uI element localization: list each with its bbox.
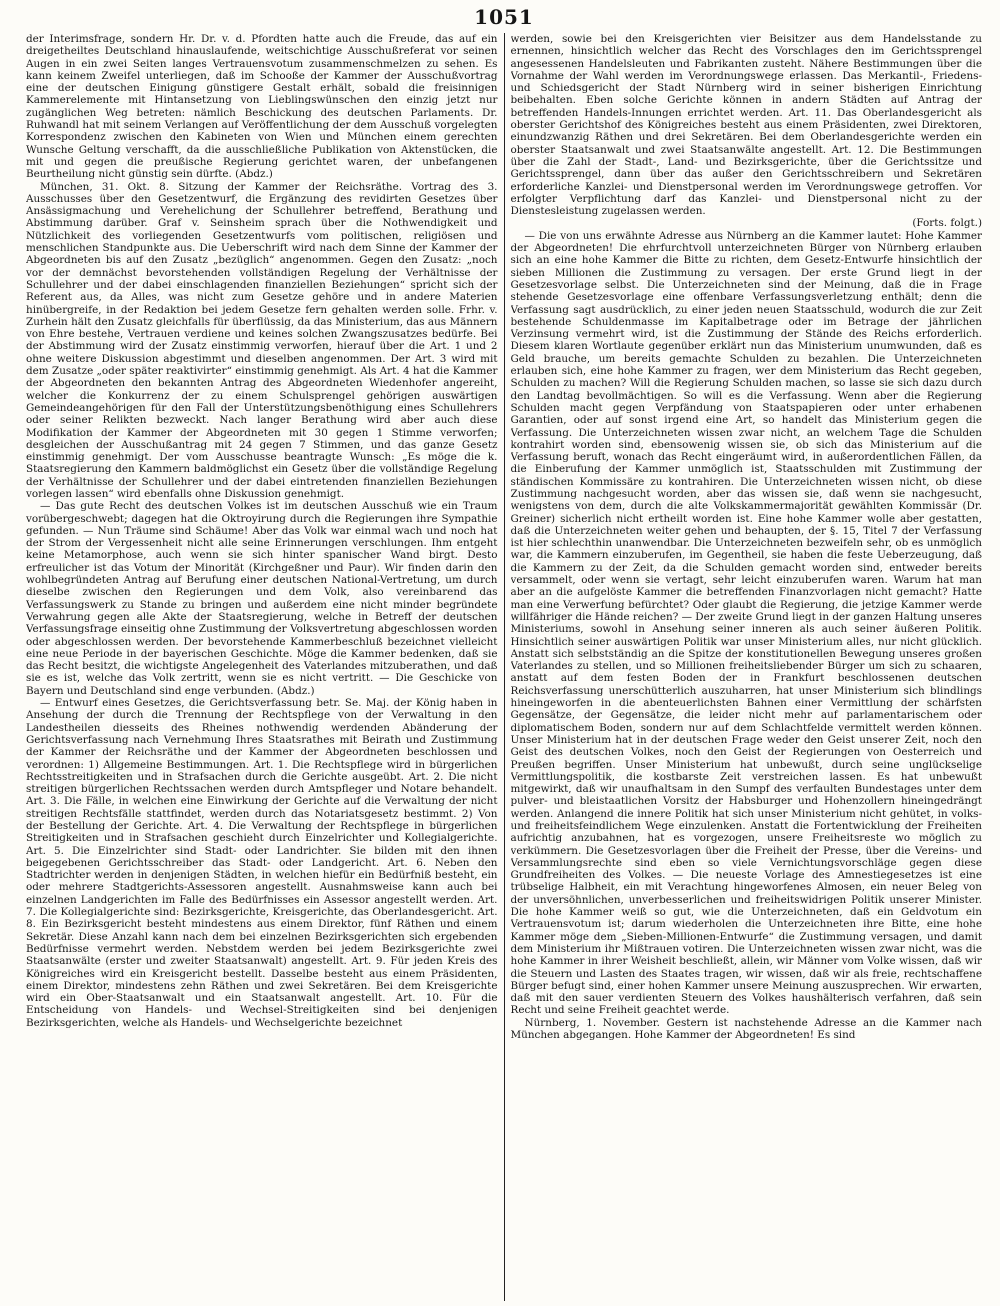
- text-columns: [26, 33, 982, 1301]
- left-column: [26, 33, 498, 1301]
- paragraph: München, 31. Okt. 8. Sitzung der Kammer der Reichsräthe. Vortrag des 3. Ausschusses über den Gesetzentwurf, die Ergänzung des revidirten Gesetzes über Ansässigmachung und Verehelichung der Schullehrer betreffend, Berathung und Abstimmung darüber. Graf v. Seinsheim sprach über die Nothwendigkeit und Nützlichkeit des vorliegenden Gesetzentwurfs vom politischen, religiösen und menschlichen Standpunkte aus. Die Ueberschrift wird nach dem Sinne der Kammer der Abgeordneten bis auf den Zusatz „bezüglich“ angenommen. Gegen den Zusatz: „noch vor der demnächst bevorstehenden vollständigen Regelung der Verhältnisse der Schullehrer und der dabei einschlagenden finanziellen Beziehungen“ spricht sich der Referent aus, da Alles, was nicht zum Gesetze gehöre und in andere Materien hinübergreife, in der Redaktion bei jedem Gesetze fern gehalten werden solle. Frhr. v. Zurhein hält den Zusatz gleichfalls für überflüssig, da das Ministerium, das aus Männern von Ehre bestehe, Vertrauen verdiene und keines solchen Zwangszusatzes bedürfe. Bei der Abstimmung wird der Zusatz einstimmig verworfen, hierauf über die Art. 1 und 2 ohne weitere Diskussion abgestimmt und dieselben angenommen. Der Art. 3 wird mit dem Zusatze „oder später reaktivirter“ einstimmig genehmigt. Als Art. 4 hat die Kammer der Abgeordneten den bekannten Antrag des Abgeordneten Wiedenhofer angereiht, welcher die Konkurrenz der zu einem Schulsprengel gehörigen auswärtigen Gemeindeangehörigen für den Fall der Unterstützungsbenöthigung eines Schullehrers oder seiner Relikten bezweckt. Nach langer Berathung wird aber auch diese Modifikation der Kammer der Abgeordneten mit 30 gegen 1 Stimme verworfen; desgleichen der Ausschußantrag mit 24 gegen 7 Stimmen, und das ganze Gesetz einstimmig genehmigt. Der vom Ausschusse beantragte Wunsch: „Es möge die k. Staatsregierung den Kammern baldmöglichst ein Gesetz über die vollständige Regelung der Verhältnisse der Schullehrer und der dabei eintretenden finanziellen Beziehungen vorlegen lassen“ wird ebenfalls ohne Diskussion genehmigt.: [26, 180, 498, 500]
- paragraph: — Die von uns erwähnte Adresse aus Nürnberg an die Kammer lautet: Hohe Kammer der Abgeordneten! Die ehrfurchtvoll unterzeichneten Bürger von Nürnberg erlauben sich an eine hohe Kammer die Bitte zu richten, dem Gesetz-Entwurfe hinsichtlich der sieben Millionen die Zustimmung zu versagen. Der erste Grund liegt in der Gesetzesvorlage selbst. Die Unterzeichneten sind der Meinung, daß die in Frage stehende Gesetzesvorlage eine offenbare Verfassungsverletzung enthält; denn die Verfassung sagt ausdrücklich, zu einer jeden neuen Staatsschuld, wodurch die zur Zeit bestehende Schuldenmasse im Kapitalbetrage oder im Betrage der jährlichen Verzinsung vermehrt wird, ist die Zustimmung der Stände des Reichs erforderlich. Diesem klaren Wortlaute gegenüber erklärt nun das Ministerium unumwunden, daß es Geld brauche, um bereits gemachte Schulden zu bezahlen. Die Unterzeichneten erlauben sich, eine hohe Kammer zu fragen, wer dem Ministerium das Recht gegeben, Schulden zu machen? Will die Regierung Schulden machen, so lasse sie sich dazu durch den Landtag bevollmächtigen. So will es die Verfassung. Wenn aber die Regierung Schulden macht gegen Verpfändung von Staatspapieren oder unter erhabenen Garantien, oder auf sonst irgend eine Art, so handelt das Ministerium gegen die Verfassung. Die Unterzeichneten wissen zwar nicht, an welchem Tage die Schulden kontrahirt worden sind, ebensowenig wissen sie, ob sich das Ministerium auf die Verfassung beruft, wonach das Recht eingeräumt wird, in außerordentlichen Fällen, da die Einberufung der Kammer unmöglich ist, Staatsschulden mit Zustimmung der ständischen Kommissäre zu kontrahiren. Die Unterzeichneten wissen nicht, ob diese Zustimmung nachgesucht worden, aber das wissen sie, daß wenn sie nachgesucht, wenigstens von dem, durch die alte Volkskammermajorität gewählten Kommissär (Dr. Greiner) sicherlich nicht ertheilt worden ist. Eine hohe Kammer wolle aber gestatten, daß die Unterzeichneten weiter gehen und behaupten, der §. 15, Titel 7 der Verfassung ist hier schlechthin unanwendbar. Die Unterzeichneten bezweifeln sehr, ob es unmöglich war, die Kammern einzuberufen, im Gegentheil, sie haben die feste Ueberzeugung, daß die Kammern zu der Zeit, da die Schulden gemacht worden sind, entweder bereits versammelt, oder wenn sie vertagt, sehr leicht einzuberufen waren. Warum hat man aber an die aufgelöste Kammer die betreffenden Finanzvorlagen nicht gemacht? Hatte man eine Verwerfung befürchtet? Oder glaubt die Regierung, die jetzige Kammer werde willfähriger die Hände reichen? — Der zweite Grund liegt in der ganzen Haltung unseres Ministeriums, sowohl in Ansehung seiner inneren als auch seiner äußeren Politik. Hinsichtlich seiner auswärtigen Politik war unser Ministerium alles, nur nicht glücklich. Anstatt sich selbstständig an die Spitze der konstitutionellen Bewegung unseres großen Vaterlandes zu stellen, und so Millionen freiheitsliebender Bürger um sich zu schaaren, anstatt auf dem festen Boden der in Frankfurt beschlossenen deutschen Reichsverfassung unerschütterlich auszuharren, hat unser Ministerium sich blindlings hineingeworfen in die abenteuerlichsten Bahnen einer Vermittlung der schärfsten Gegensätze, der Gegensätze, die leider nicht mehr auf parlamentarischem oder diplomatischem Boden, sondern nur auf dem Schlachtfelde vermittelt werden können. Unser Ministerium hat in der deutschen Frage weder den Geist unserer Zeit, noch den Geist des deutschen Volkes, noch den Geist der Regierungen von Oesterreich und Preußen begriffen. Unser Ministerium hat unbewußt, durch seine unglückselige Vermittlungspolitik, die kostbarste Zeit verstreichen lassen. Es hat unbewußt mitgewirkt, daß wir unaufhaltsam in den Sumpf des verfaulten Bundestages unter dem pulver- und bleistaatlichen Vorsitz der Habsburger und Hohenzollern hineingedrängt werden. Anlangend die innere Politik hat sich unser Ministerium nicht gehütet, in volks- und freiheitsfeindlichem Wege einzulenken. Anstatt die Fortentwicklung der Freiheiten aufrichtig anzubahnen, hat es vorgezogen, unsere Freiheitsreste wo möglich zu verkümmern. Die Gesetzesvorlagen über die Freiheit der Presse, über die Vereins- und Versammlungsrechte sind eben so viele Vernichtungsvorschläge gegen diese Grundfreiheiten des Volkes. — Die neueste Vorlage des Amnestiegesetzes ist eine trübselige Halbheit, ein mit Verachtung hingeworfenes Almosen, ein neuer Beleg von der unversöhnlichen, unverbesserlichen und freiheitswidrigen Politik unserer Minister. Die hohe Kammer weiß so gut, wie die Unterzeichneten, daß ein Geldvotum ein Vertrauensvotum ist; darum wiederholen die Unterzeichneten ihre Bitte, eine hohe Kammer möge dem „Sieben-Millionen-Entwurfe“ die Zustimmung versagen, und damit dem Ministerium ihr Mißtrauen votiren. Die Unterzeichneten wissen zwar nicht, was die hohe Kammer in ihrer Weisheit beschließt, allein, wir Männer vom Volke wissen, daß wir die Steuern und Lasten des Staates tragen, wir wissen, daß wir als freie, rechtschaffene Bürger befugt sind, einer hohen Kammer unsere Meinung auszusprechen. Wir erwarten, daß mit den sauer verdienten Steuern des Volkes haushälterisch verfahren, daß sein Recht und seine Freiheit geachtet werde.: [510, 229, 982, 1017]
- column-divider: [504, 33, 505, 1301]
- paragraph: Nürnberg, 1. November. Gestern ist nachstehende Adresse an die Kammer nach München abgegangen. Hohe Kammer der Abgeordneten! Es sind: [510, 1016, 982, 1042]
- continuation-note: (Forts. folgt.): [912, 217, 982, 230]
- right-column: [511, 33, 983, 1301]
- paragraph: — Entwurf eines Gesetzes, die Gerichtsverfassung betr. Se. Maj. der König haben in Ansehung der durch die Trennung der Rechtspflege von der Verwaltung in den Landestheilen diesseits des Rheines nothwendig werdenden Abänderung der Gerichtsverfassung nach Vernehmung Ihres Staatsrathes mit Beirath und Zustimmung der Kammer der Reichsräthe und der Kammer der Abgeordneten beschlossen und verordnen: 1) Allgemeine Bestimmungen. Art. 1. Die Rechtspflege wird in bürgerlichen Rechtsstreitigkeiten und in Strafsachen durch die Gerichte ausgeübt. Art. 2. Die nicht streitigen bürgerlichen Rechtssachen werden durch Amtspfleger und Notare behandelt. Art. 3. Die Fälle, in welchen eine Einwirkung der Gerichte auf die Verwaltung der nicht streitigen Rechtsfälle stattfindet, werden durch das Notariatsgesetz bestimmt. 2) Von der Bestellung der Gerichte. Art. 4. Die Verwaltung der Rechtspflege in bürgerlichen Streitigkeiten und in Strafsachen geschieht durch Einzelrichter und Kollegialgerichte. Art. 5. Die Einzelrichter sind Stadt- oder Landrichter. Sie bilden mit den ihnen beigegebenen Gerichtsschreiber das Stadt- oder Landgericht. Art. 6. Neben den Stadtrichter werden in denjenigen Städten, in welchen hiefür ein Bedürfniß besteht, ein oder mehrere Stadtgerichts-Assessoren angestellt. Ausnahmsweise kann auch bei einzelnen Landgerichten im Falle des Bedürfnisses ein Assessor angestellt werden. Art. 7. Die Kollegialgerichte sind: Bezirksgerichte, Kreisgerichte, das Oberlandesgericht. Art. 8. Ein Bezirksgericht besteht mindestens aus einem Direktor, fünf Räthen und einem Sekretär. Diese Anzahl kann nach dem bei einzelnen Bezirksgerichten sich ergebenden Bedürfnisse vermehrt werden. Nebstdem werden bei jedem Bezirksgerichte zwei Staatsanwälte (erster und zweiter Staatsanwalt) angestellt. Art. 9. Für jeden Kreis des Königreiches wird ein Kreisgericht bestellt. Dasselbe besteht aus einem Präsidenten, einem Direktor, mindestens zehn Räthen und zwei Sekretären. Bei dem Kreisgerichte wird ein Ober-Staatsanwalt und ein Staatsanwalt angestellt. Art. 10. Für die Entscheidung von Handels- und Wechsel-Streitigkeiten sind bei denjenigen Bezirksgerichten, welche als Handels- und Wechselgerichte bezeichnet: [26, 697, 498, 1029]
- page-number: 1051: [474, 5, 534, 29]
- paragraph: — Das gute Recht des deutschen Volkes ist im deutschen Ausschuß wie ein Traum vorübergeschwebt; dagegen hat die Oktroyirung durch die Regierungen ihre Sympathie gefunden. — Nun Träume sind Schäume! Aber das Volk war einmal wach und noch hat der Strom der Vergessenheit nicht alle seine Erinnerungen verschlungen. Ihm entgeht keine Metamorphose, auch wenn sie sich hinter spanischer Wand birgt. Desto erfreulicher ist das Votum der Minorität (Kirchgeßner und Paur). Wir finden darin den wohlbegründeten Antrag auf Berufung einer deutschen National-Vertretung, um durch dieselbe zwischen den Regierungen und dem Volk, also vereinbarend das Verfassungswerk zu Stande zu bringen und außerdem eine nicht minder begründete Verwahrung gegen alle Akte der Staatsregierung, welche in Betreff der deutschen Verfassungsfrage einseitig ohne Zustimmung der Volksvertretung abgeschlossen worden oder abgeschlossen werden. Der bevorstehende Kammerbeschluß bezeichnet vielleicht eine neue Periode in der bayerischen Geschichte. Möge die Kammer bedenken, daß sie das Recht besitzt, die wichtigste Angelegenheit des Vaterlandes mitzuberathen, und daß sie es ist, welche das Volk zertritt, wenn sie es nicht vertritt. — Die Geschicke von Bayern und Deutschland sind enge verbunden. (Abdz.): [26, 500, 498, 697]
- paragraph: der Interimsfrage, sondern Hr. Dr. v. d. Pfordten hatte auch die Freude, das auf ein dreigetheiltes Deutschland hinauslaufende, weitschichtige Ausschußreferat vor seinen Augen in ein zwei Seiten langes Vertrauensvotum zusammenschmelzen zu sehen. Es kann keinem Zweifel unterliegen, daß im Schooße der Kammer der Ausschußvortrag eine der deutschen Einigung günstigere Gestalt erhält, sobald die freisinnigen Kammerelemente mit Hintansetzung von Lieblingswünschen den einzig jetzt nur zugänglichen Weg betreten: nämlich Beschickung des deutschen Parlaments. Dr. Ruhwandl hat mit seinem Verlangen auf Veröffentlichung der dem Ausschuß vorgelegten Korrespondenz zwischen den Kabineten von Wien und München einem gerechten Wunsche Geltung verschafft, da die ausschließliche Publikation von Aktenstücken, die mit und gegen die preußische Regierung gerichtet waren, der unbefangenen Beurtheilung nicht günstig sein dürfte. (Abdz.): [26, 33, 498, 181]
- paragraph: werden, sowie bei den Kreisgerichten vier Beisitzer aus dem Handelsstande zu ernennen, hinsichtlich welcher das Recht des Vorschlages den im Gerichtssprengel angesessenen Handelsleuten und Fabrikanten zusteht. Nähere Bestimmungen über die Vornahme der Wahl werden im Verordnungswege erlassen. Das Merkantil-, Friedens- und Schiedsgericht der Stadt Nürnberg wird in seiner bisherigen Einrichtung beibehalten. Eben solche Gerichte können in andern Städten auf Antrag der betreffenden Handels-Innungen errichtet werden. Art. 11. Das Oberlandesgericht als oberster Gerichtshof des Königreiches besteht aus einem Präsidenten, zwei Direktoren, einundzwanzig Räthen und drei Sekretären. Bei dem Oberlandesgerichte werden ein oberster Staatsanwalt und zwei Staatsanwälte angestellt. Art. 12. Die Bestimmungen über die Zahl der Stadt-, Land- und Bezirksgerichte, über die Gerichtssitze und Gerichtssprengel, dann über das außer den Gerichtsschreibern und Sekretären erforderliche Kanzlei- und Dienstpersonal werden im Verordnungswege getroffen. Vor erfolgter Verpflichtung darf das Kanzlei- und Dienstpersonal nicht zu der Dienstesleistung zugelassen werden.: [510, 33, 982, 218]
